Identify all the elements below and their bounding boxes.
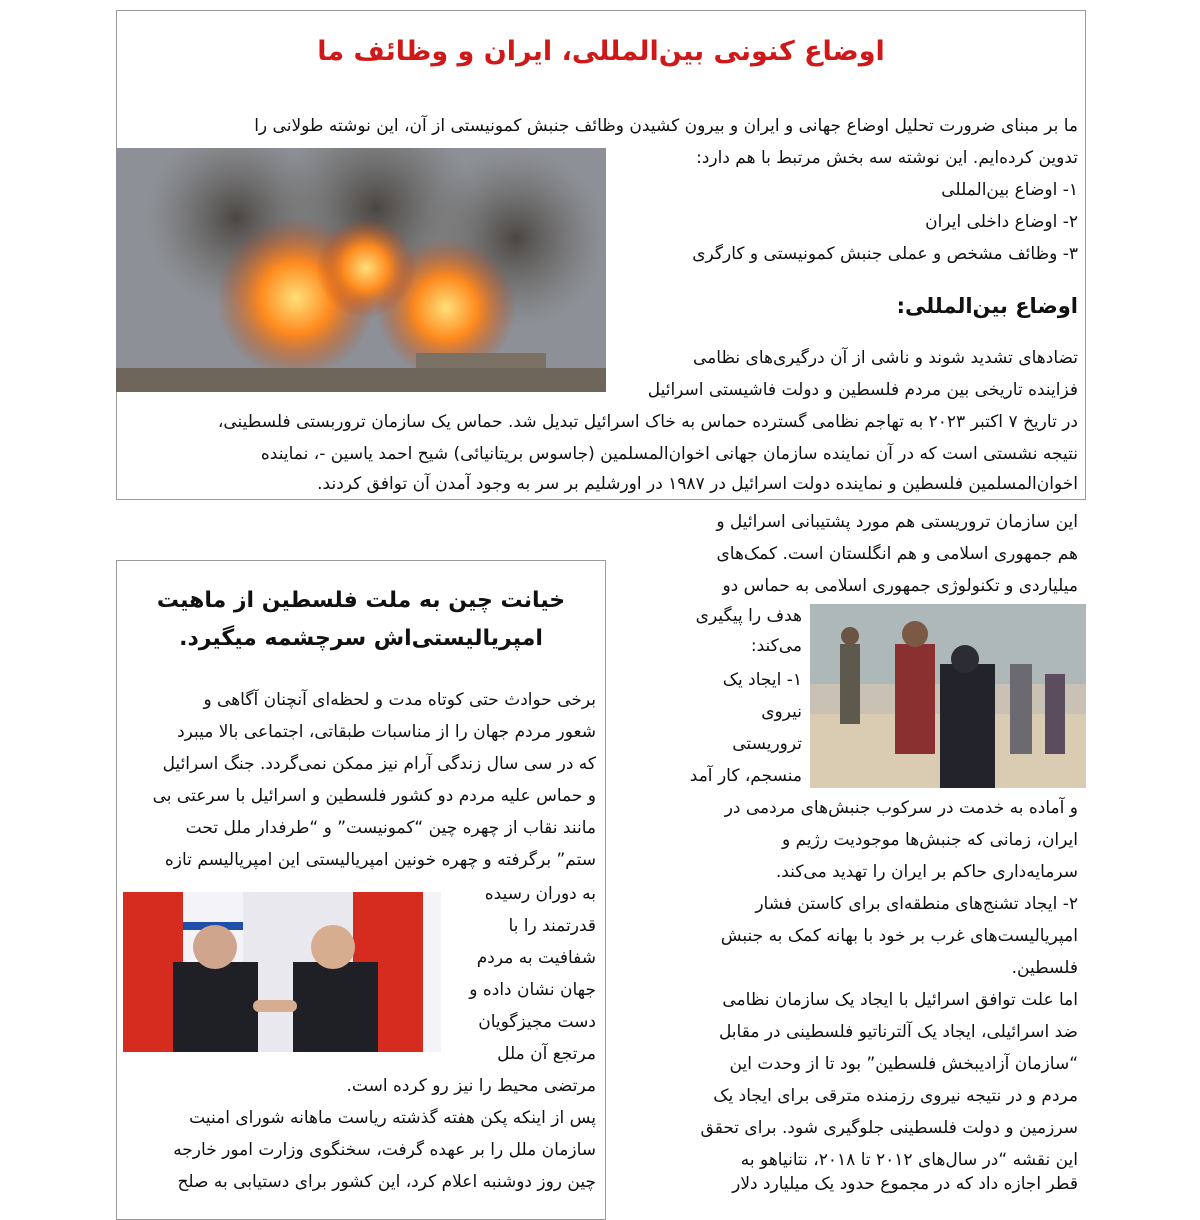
sidebar-line-5: مانند نقاب از چهره چین “کمونیست” و “طرفدار ملل تحت bbox=[185, 818, 596, 838]
right2-line-10: مردم و در نتیجه نیروی رزمنده مترقی برای ایجاد یک bbox=[713, 1086, 1078, 1106]
right2-line-1: و آماده به خدمت در سرکوب جنبش‌های مردمی در bbox=[724, 798, 1078, 818]
sidebar-narrow-1: به دوران رسیده bbox=[484, 884, 596, 904]
right2-line-6: فلسطین. bbox=[1011, 958, 1078, 978]
right2-line-7: اما علت توافق اسرائیل با ایجاد یک سازمان نظامی bbox=[722, 990, 1078, 1010]
sidebar-narrow-4: جهان نشان داده و bbox=[469, 980, 596, 1000]
sidebar-line-2: شعور مردم جهان را از مناسبات طبقاتی، اجتماعی بالا میبرد bbox=[177, 722, 596, 742]
right2-line-11: سرزمین و دولت فلسطینی جلوگیری شود. برای تحقق bbox=[700, 1118, 1078, 1138]
sidebar-narrow-3: شفافیت به مردم bbox=[476, 948, 596, 968]
right2-line-4: ۲- ایجاد تشنج‌های منطقه‌ای برای کاستن فشار bbox=[755, 894, 1078, 914]
sidebar-line-8: پس از اینکه پکن هفته گذشته ریاست ماهانه شورای امنیت bbox=[189, 1108, 596, 1128]
section-item-2: ۲- اوضاع داخلی ایران bbox=[925, 212, 1078, 232]
sidebar-title-line-2: امپریالیستی‌اش سرچشمه میگیرد. bbox=[179, 626, 543, 651]
right2-line-2: ایران، زمانی که جنبش‌ها موجودیت رژیم و bbox=[782, 830, 1078, 850]
intro-line-1: ما بر مبنای ضرورت تحلیل اوضاع جهانی و ایران و بیرون کشیدن وظائف جنبش کمونیستی از آن، این نوشته طولانی را bbox=[254, 116, 1078, 136]
sidebar-line-7: مرتضی محیط را نیز رو کرده است. bbox=[346, 1076, 596, 1096]
para-line-1: تضادهای تشدید شوند و ناشی از آن درگیری‌های نظامی bbox=[692, 348, 1078, 368]
explosion-photo bbox=[116, 148, 606, 392]
para-line-5: اخوان‌المسلمین فلسطین و نماینده دولت اسرائیل در ۱۹۸۷ در اورشلیم بر سر به وجود آمدن آن توافق کردند. bbox=[317, 474, 1078, 494]
sidebar-narrow-6: مرتجع آن ملل bbox=[497, 1044, 596, 1064]
sidebar-line-1: برخی حوادث حتی کوتاه مدت و لحظه‌ای آنچنان آگاهی و bbox=[203, 690, 596, 710]
right2-line-13: قطر اجازه داد که در مجموع حدود یک میلیارد دلار bbox=[732, 1174, 1078, 1194]
narrow-line-1: هدف را پیگیری bbox=[695, 606, 802, 626]
right2-line-12: این نقشه “در سال‌های ۲۰۱۲ تا ۲۰۱۸، نتانیاهو به bbox=[740, 1150, 1078, 1170]
article-title: اوضاع کنونی بین‌المللی، ایران و وظائف ما bbox=[317, 36, 885, 67]
right2-line-9: “سازمان آزادیبخش فلسطین” بود تا از وحدت این bbox=[729, 1054, 1078, 1074]
narrow-line-6: منسجم، کار آمد bbox=[689, 766, 802, 786]
handshake-photo bbox=[123, 892, 441, 1052]
intro-line-2: تدوین کرده‌ایم. این نوشته سه بخش مرتبط با هم دارد: bbox=[696, 148, 1078, 168]
right2-line-8: ضد اسرائیلی، ایجاد یک آلترناتیو فلسطینی در مقابل bbox=[718, 1022, 1078, 1042]
section-heading: اوضاع بین‌المللی: bbox=[896, 294, 1078, 318]
sidebar-title-line-1: خیانت چین به ملت فلسطین از ماهیت bbox=[156, 588, 566, 613]
right-line-2: هم جمهوری اسلامی و هم انگلستان است. کمک‌های bbox=[716, 544, 1078, 564]
para-line-3: در تاریخ ۷ اکتبر ۲۰۲۳ به تهاجم نظامی گسترده حماس به خاک اسرائیل تبدیل شد. حماس یک سازمان تروربستی فلسطینی، bbox=[217, 412, 1078, 432]
sidebar-line-10: چین روز دوشنبه اعلام کرد، این کشور برای دستیابی به صلح bbox=[177, 1172, 596, 1192]
narrow-line-5: تروریستی bbox=[732, 734, 802, 754]
section-item-3: ۳- وظائف مشخص و عملی جنبش کمونیستی و کارگری bbox=[692, 244, 1078, 264]
narrow-line-4: نیروی bbox=[761, 702, 802, 722]
sidebar-line-3: که در سی سال زندگی آرام نیز ممکن نمی‌گردد. جنگ اسرائیل bbox=[162, 754, 596, 774]
sidebar-line-9: سازمان ملل را بر عهده گرفت، سخنگوی وزارت امور خارجه bbox=[173, 1140, 596, 1160]
right2-line-3: سرمایه‌داری حاکم بر ایران را تهدید می‌کند. bbox=[775, 862, 1078, 882]
right-line-1: این سازمان تروریستی هم مورد پشتیبانی اسرائیل و bbox=[716, 512, 1078, 532]
right2-line-5: امپریالیست‌های غرب بر خود با بهانه کمک به جنبش bbox=[720, 926, 1078, 946]
sidebar-narrow-5: دست مجیزگویان bbox=[478, 1012, 596, 1032]
sidebar-narrow-2: قدرتمند را با bbox=[508, 916, 596, 936]
sidebar-line-6: ستم” برگرفته و چهره خونین امپریالیستی این امپریالیسم تازه bbox=[164, 850, 596, 870]
narrow-line-2: می‌کند: bbox=[750, 636, 802, 656]
refugees-photo bbox=[810, 604, 1086, 788]
section-item-1: ۱- اوضاع بین‌المللی bbox=[941, 180, 1078, 200]
para-line-2: فزاینده تاریخی بین مردم فلسطین و دولت فاشیستی اسرائیل bbox=[647, 380, 1078, 400]
sidebar-line-4: و حماس علیه مردم دو کشور فلسطین و اسرائیل با سرعتی بی bbox=[152, 786, 596, 806]
narrow-line-3: ۱- ایجاد یک bbox=[722, 670, 802, 690]
right-line-3: میلیاردی و تکنولوژی جمهوری اسلامی به حماس دو bbox=[722, 576, 1078, 596]
para-line-4: نتیجه نشستی است که در آن نماینده سازمان جهانی اخوان‌المسلمین (جاسوس بریتانیائی) شیح احمد یاسین -، نماینده bbox=[260, 444, 1078, 464]
